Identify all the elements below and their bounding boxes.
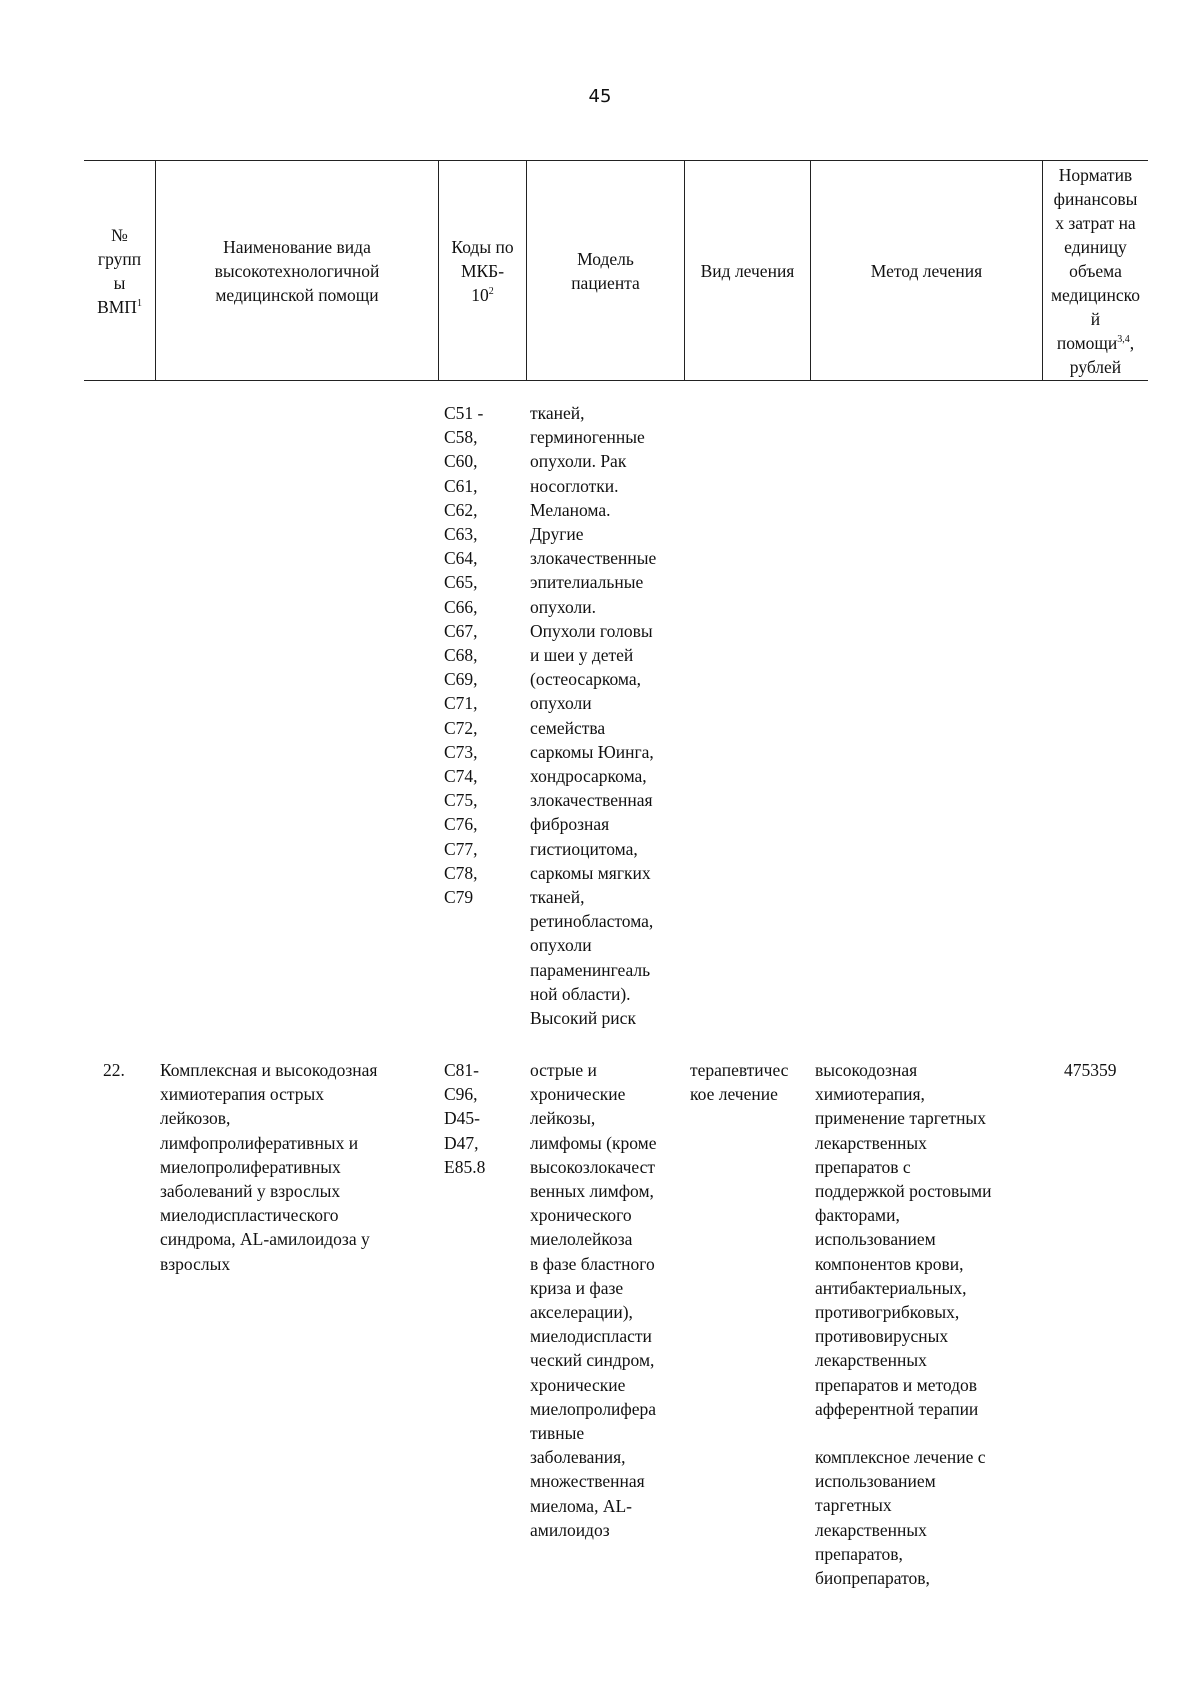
- row22-method-1: высокодозная химиотерапия, применение таргетных лекарственных препаратов с поддержкой ростовыми факторами, использованием компонентов крови, антибактериальных, противогрибковых, противовирусных лекарственных препаратов и методов афферентной терапии: [815, 1060, 992, 1419]
- page-number: 45: [588, 86, 612, 107]
- row22-method-2: комплексное лечение с использованием таргетных лекарственных препаратов, биопрепаратов,: [815, 1447, 986, 1589]
- header-treatment-type: Вид лечения: [700, 260, 795, 281]
- row22-icd-codes: C81- C96, D45- D47, E85.8: [444, 1060, 486, 1177]
- row22-treatment-type: терапевтичес кое лечение: [690, 1060, 789, 1105]
- header-care-type-name: Наименование вида высокотехнологичной медицинской помощи: [214, 236, 380, 305]
- table-header: [84, 160, 1148, 381]
- row22-cost: 475359: [1064, 1060, 1117, 1080]
- continuation-codes: C51 - C58, C60, C61, C62, C63, C64, C65, C66, C67, C68, C69, C71, C72, C73, C74, C75, C76, C77, C78, C79: [444, 403, 484, 908]
- header-patient-model: Модель пациента: [571, 248, 640, 293]
- continuation-patient-model: тканей, герминогенные опухоли. Рак носоглотки. Меланома. Другие злокачественные эпителиальные опухоли. Опухоли головы и шеи у детей (остеосаркома, опухоли семейства саркомы Юинга, хондросаркома, злокачественная фиброзная гистиоцитома, саркомы мягких тканей, ретинобластома, опухоли параменингеаль ной области). Высокий риск: [530, 403, 657, 1029]
- header-icd-codes: Коды по МКБ- $10^2$: [451, 236, 514, 305]
- row22-patient-model: острые и хронические лейкозы, лимфомы (кроме высокозлокачест венных лимфом, хронического миелолейкоза в фазе бластного криза и фазе акселерации), миелодиспласти ческий синдром, хронические миелопролифера тивные заболевания, множественная миелома, AL- амилоидоз: [530, 1060, 657, 1540]
- header-treatment-method: Метод лечения: [870, 260, 983, 281]
- row22-number: 22.: [103, 1060, 125, 1080]
- header-group-number: № групп ы ВМП$^1$: [97, 224, 142, 317]
- row22-care-type-name: Комплексная и высокодозная химиотерапия острых лейкозов, лимфопролиферативных и миелопролиферативных заболеваний у взрослых миелодиспластического синдрома, AL-амилоидоза у взрослых: [160, 1060, 378, 1274]
- header-cost-standard: Норматив финансовы х затрат на единицу объема медицинско й помощи$^{3,4}$, рублей: [1050, 164, 1141, 377]
